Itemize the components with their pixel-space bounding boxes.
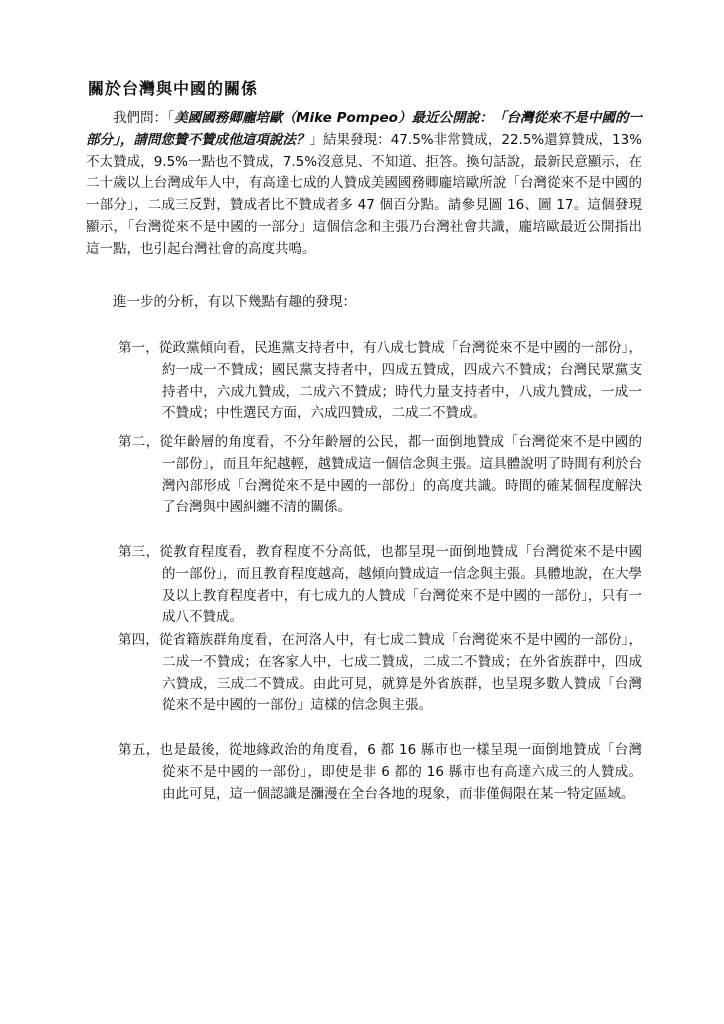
lead-paragraph: 進一步的分析，有以下幾點有趣的發現： <box>113 294 356 310</box>
finding-item-4 <box>118 630 642 717</box>
finding-label: 第一， <box>118 340 159 356</box>
finding-item-2 <box>118 432 642 519</box>
finding-item-3 <box>118 542 642 629</box>
survey-question: 美國國務卿龐培歐（Mike Pompeo）最近公開說：「台灣從來不是中國的一部分」，請問您贊不贊成他這項說法？ <box>86 110 643 148</box>
finding-text: 從政黨傾向看，民進黨支持者中，有八成七贊成「台灣從來不是中國的一部份」，約一成一不贊成；國民黨支持者中，四成五贊成，四成六不贊成；台灣民眾黨支持者中，六成九贊成，二成六不贊成；時代力量支持者中，八成九贊成，一成一不贊成；中性選民方面，六成四贊成，二成二不贊成。 <box>158 340 643 422</box>
finding-label: 第三， <box>118 544 160 560</box>
intro-body: 」結果發現：47.5%非常贊成，22.5%還算贊成，13%不太贊成，9.5%一點也不贊成，7.5%沒意見、不知道、拒答。換句話說，最新民意顯示，在二十歲以上台灣成年人中，有高達七成的人贊成美國國務卿龐培歐所說「台灣從來不是中國的一部分」，二成三反對，贊成者比不贊成者多 47 個百分點。請參見圖 16、圖 17。這個發現顯示，「台灣從來不是中國的一部分」這個信念和主張乃台灣社會共識，龐培歐最近公開指出這一點，也引起台灣社會的高度共鳴。 <box>86 131 643 257</box>
finding-label: 第五， <box>118 742 160 758</box>
page-title: 關於台灣與中國的關係 <box>88 79 259 98</box>
intro-prefix: 我們問：「 <box>113 110 175 126</box>
finding-item-5 <box>118 740 642 805</box>
finding-text: 從教育程度看，教育程度不分高低，也都呈現一面倒地贊成「台灣從來不是中國的一部份」，而且教育程度越高，越傾向贊成這一信念與主張。具體地說，在大學及以上教育程度者中，有七成九的人贊成「台灣從來不是中國的一部份」，只有一成八不贊成。 <box>159 544 643 626</box>
finding-text: 也是最後，從地緣政治的角度看，6 都 16 縣市也一樣呈現一面倒地贊成「台灣從來不是中國的一部份」，即使是非 6 都的 16 縣市也有高達六成三的人贊成。由此可見，這一個認識是瀰漫在全台各地的現象，而非僅侷限在某一特定區域。 <box>159 742 643 802</box>
finding-label: 第四， <box>118 632 159 648</box>
finding-label: 第二， <box>118 434 160 450</box>
finding-item-1 <box>118 338 642 425</box>
intro-paragraph <box>86 108 642 261</box>
finding-text: 從年齡層的角度看，不分年齡層的公民，都一面倒地贊成「台灣從來不是中國的一部份」，而且年紀越輕，越贊成這一個信念與主張。這具體說明了時間有利於台灣內部形成「台灣從來不是中國的一部份」的高度共識。時間的確某個程度解決了台灣與中國糾纏不清的關係。 <box>159 434 643 516</box>
finding-text: 從省籍族群角度看，在河洛人中，有七成二贊成「台灣從來不是中國的一部份」，二成一不贊成；在客家人中，七成二贊成，二成二不贊成；在外省族群中，四成六贊成，三成二不贊成。由此可見，就算是外省族群，也呈現多數人贊成「台灣從來不是中國的一部份」這樣的信念與主張。 <box>158 632 643 714</box>
